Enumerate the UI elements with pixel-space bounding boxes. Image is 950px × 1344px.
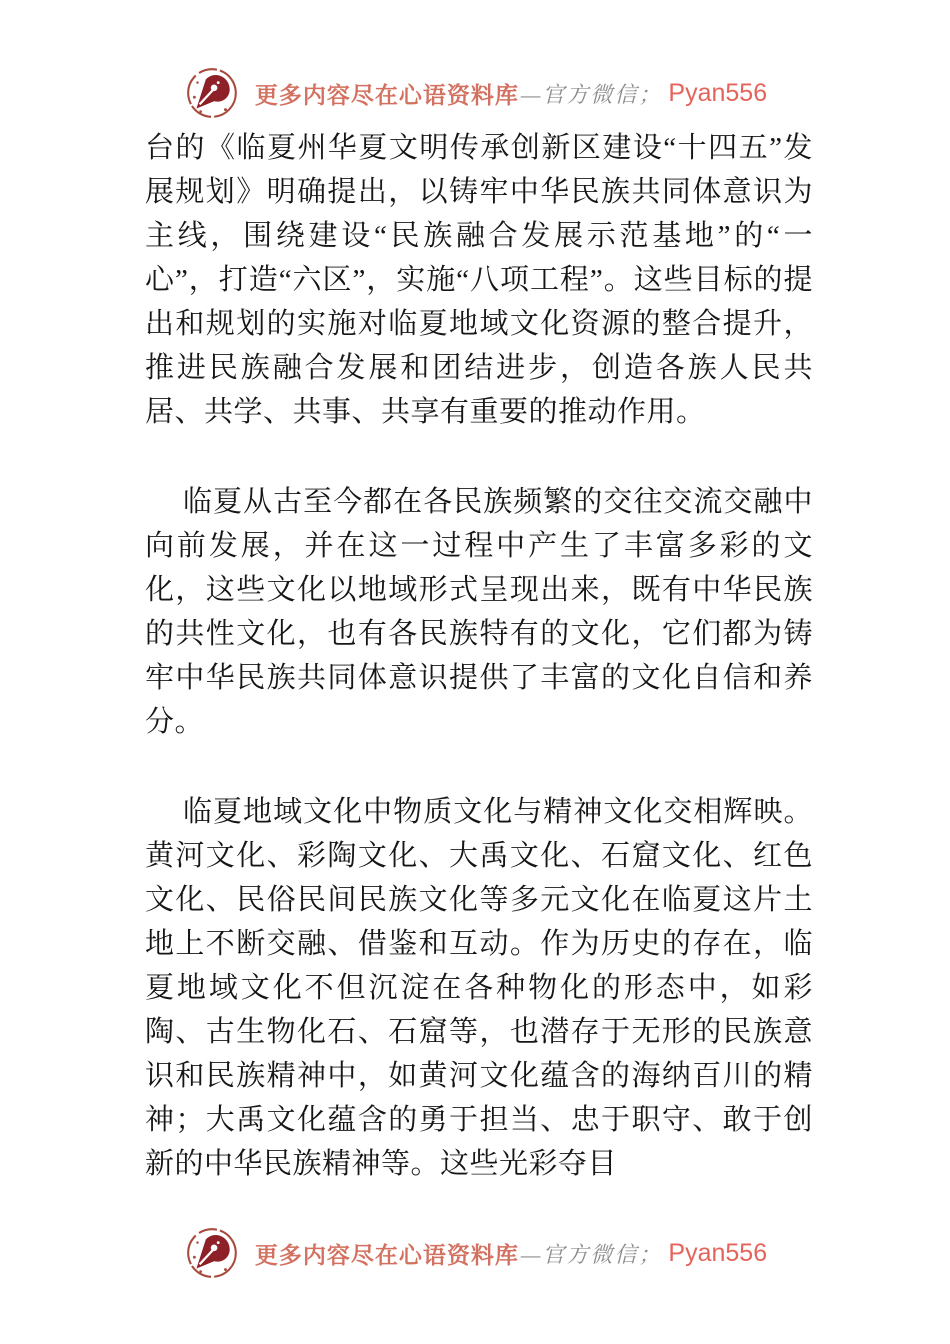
paragraph-3: 临夏地域文化中物质文化与精神文化交相辉映。黄河文化、彩陶文化、大禹文化、石窟文化、红色文化、民俗民间民族文化等多元文化在临夏这片土地上不断交融、借鉴和互动。作为历史的存在，临夏地域文化不但沉淀在各种物化的形态中，如彩陶、古生物化石、石窟等，也潜存于无形的民族意识和民族精神中，如黄河文化蕴含的海纳百川的精神；大禹文化蕴含的勇于担当、忠于职守、敢于创新的中华民族精神等。这些光彩夺目 — [145, 796, 813, 1180]
watermark-brand-text: 更多内容尽在心语资料库 — [254, 82, 519, 108]
watermark-wechat-label: —官方微信； — [520, 81, 663, 107]
document-body — [145, 126, 813, 1186]
watermark-brand-text: 更多内容尽在心语资料库 — [254, 1242, 519, 1268]
watermark-header — [0, 66, 950, 120]
pen-nib-logo-icon — [183, 1226, 241, 1280]
watermark-wechat-id: Pyan556 — [668, 78, 768, 107]
watermark-wechat-id: Pyan556 — [668, 1238, 768, 1267]
paragraph-1: 台的《临夏州华夏文明传承创新区建设“十四五”发展规划》明确提出，以铸牢中华民族共同体意识为主线，围绕建设“民族融合发展示范基地”的“一心”，打造“六区”，实施“八项工程”。这些目标的提出和规划的实施对临夏地域文化资源的整合提升，推进民族融合发展和团结进步，创造各族人民共居、共学、共事、共享有重要的推动作用。 — [145, 132, 813, 428]
watermark-footer — [0, 1226, 950, 1280]
pen-nib-logo-icon — [183, 66, 241, 120]
watermark-wechat-label: —官方微信； — [520, 1241, 663, 1267]
paragraph-2: 临夏从古至今都在各民族频繁的交往交流交融中向前发展，并在这一过程中产生了丰富多彩的文化，这些文化以地域形式呈现出来，既有中华民族的共性文化，也有各民族特有的文化，它们都为铸牢中华民族共同体意识提供了丰富的文化自信和养分。 — [145, 486, 813, 738]
